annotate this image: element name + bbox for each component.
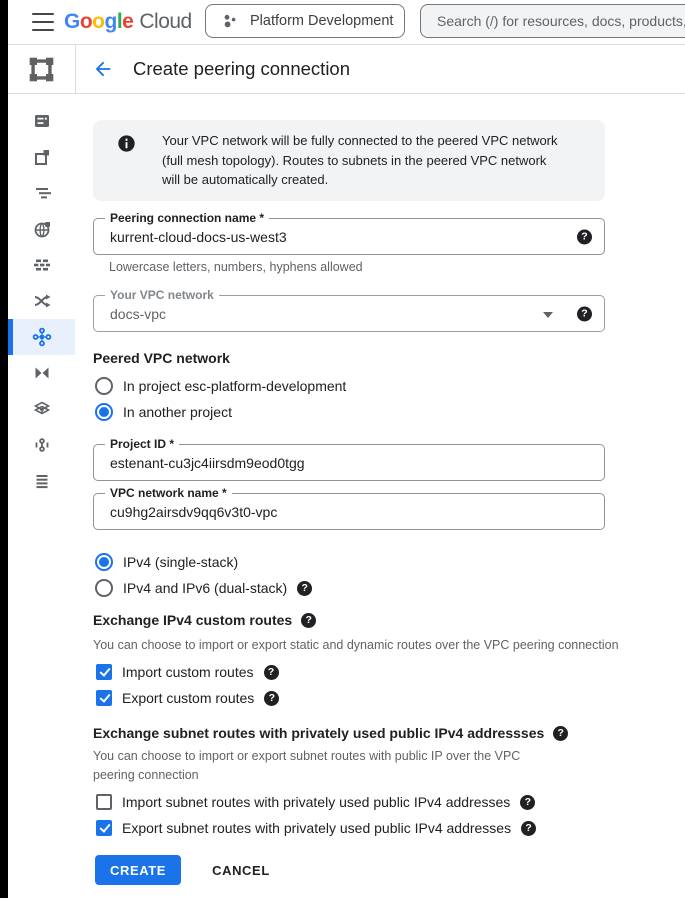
sidebar-item-internet[interactable] (8, 211, 75, 247)
sidebar-item-ip-addresses[interactable] (8, 139, 75, 175)
ip-addresses-icon (32, 147, 52, 167)
help-icon[interactable] (301, 613, 316, 628)
cancel-button[interactable]: CANCEL (206, 862, 276, 879)
shared-vpc-icon (32, 363, 52, 383)
checkbox-import-custom-routes[interactable] (95, 664, 279, 680)
radio-icon[interactable] (95, 553, 113, 571)
sidebar-item-network-legend[interactable] (8, 463, 75, 499)
sidebar-item-shared-vpc[interactable] (8, 355, 75, 391)
window-edge (0, 0, 8, 898)
radio-icon[interactable] (95, 403, 113, 421)
info-banner (93, 120, 605, 201)
active-indicator-bar (8, 319, 13, 355)
peering-name-value: kurrent-cloud-docs-us-west3 (110, 228, 287, 245)
vpc-network-peering-icon (32, 327, 52, 347)
search-bar[interactable] (420, 4, 685, 38)
vpc-network-product-icon (8, 45, 75, 93)
serverless-vpc-access-icon (32, 399, 52, 419)
radio-another-project[interactable] (95, 403, 232, 421)
subnet-routes-heading-text: Exchange subnet routes with privately used public IPv4 addressses (93, 725, 545, 741)
subnet-routes-heading (93, 725, 568, 741)
dropdown-caret-icon[interactable] (543, 312, 553, 318)
checkbox-label: Import subnet routes with privately used public IPv4 addresses (122, 794, 511, 810)
project-icon (220, 11, 240, 31)
checkbox-icon[interactable] (96, 794, 112, 810)
radio-ipv4-single-stack[interactable] (95, 553, 238, 571)
peered-vpc-heading: Peered VPC network (93, 350, 230, 366)
radio-label: In project esc-platform-development (123, 378, 347, 394)
peering-name-label: Peering connection name * (105, 211, 269, 225)
routes-icon (32, 291, 52, 311)
checkbox-icon[interactable] (96, 664, 112, 680)
page-title: Create peering connection (133, 58, 351, 79)
cloud-wordmark: Cloud (139, 10, 192, 33)
page-header (75, 45, 685, 93)
peering-name-field[interactable] (93, 211, 605, 255)
checkbox-icon[interactable] (96, 690, 112, 706)
sidebar-item-vpc-network-peering[interactable] (8, 319, 75, 355)
help-icon[interactable] (297, 581, 312, 596)
internet-globe-icon (32, 219, 52, 239)
bring-your-own-ip-icon (32, 183, 52, 203)
radio-label: IPv4 and IPv6 (dual-stack) (123, 580, 288, 596)
project-name: Platform Development (250, 13, 394, 29)
legend-list-icon (32, 471, 52, 491)
your-vpc-value: docs-vpc (110, 305, 167, 322)
your-vpc-label: Your VPC network (105, 288, 219, 302)
peering-name-helper: Lowercase letters, numbers, hyphens allowed (109, 260, 363, 274)
custom-routes-heading-text: Exchange IPv4 custom routes (93, 612, 293, 628)
radio-label: In another project (123, 404, 232, 420)
sidebar-item-packet-mirroring[interactable] (8, 427, 75, 463)
subnet-routes-description: You can choose to import or export subnet routes with public IP over the VPC peering connection (93, 749, 521, 782)
vpc-network-name-label: VPC network name * (105, 486, 232, 500)
checkbox-export-subnet-routes[interactable] (95, 820, 536, 836)
google-logo-letters: Google (64, 10, 134, 33)
sidebar-item-bring-your-own-ip[interactable] (8, 175, 75, 211)
radio-ipv4-ipv6-dual-stack[interactable] (95, 579, 312, 597)
custom-routes-heading (93, 612, 316, 628)
help-icon[interactable] (264, 665, 279, 680)
project-selector[interactable] (205, 4, 405, 38)
sidebar-item-serverless-vpc-access[interactable] (8, 391, 75, 427)
project-id-value: estenant-cu3jc4iirsdm9eod0tgg (110, 454, 305, 471)
help-icon[interactable] (577, 306, 592, 321)
left-nav-rail (8, 94, 75, 898)
radio-in-project[interactable] (95, 377, 346, 395)
help-icon[interactable] (577, 229, 592, 244)
back-arrow-icon[interactable] (90, 56, 116, 82)
radio-icon[interactable] (95, 377, 113, 395)
search-input[interactable] (435, 12, 685, 30)
radio-label: IPv4 (single-stack) (123, 554, 239, 570)
google-cloud-logo[interactable] (64, 0, 192, 44)
custom-routes-description: You can choose to import or export static and dynamic routes over the VPC peering connection (93, 638, 619, 652)
help-icon[interactable] (521, 821, 536, 836)
vpc-networks-icon (32, 111, 52, 131)
vpc-network-name-value: cu9hg2airsdv9qq6v3t0-vpc (110, 503, 278, 520)
packet-mirroring-icon (32, 435, 52, 455)
project-id-field[interactable] (93, 437, 605, 481)
main-menu-icon[interactable] (24, 11, 62, 33)
checkbox-icon[interactable] (96, 820, 112, 836)
project-id-label: Project ID * (105, 437, 179, 451)
firewall-icon (32, 255, 52, 275)
vpc-network-name-field[interactable] (93, 486, 605, 530)
sidebar-item-routes[interactable] (8, 283, 75, 319)
create-button[interactable]: CREATE (95, 855, 181, 885)
help-icon[interactable] (264, 691, 279, 706)
info-icon (117, 134, 136, 158)
banner-text: Your VPC network will be fully connected to the peered VPC network (full mesh topology). Routes to subnets in the peered VPC network will be automatically created. (162, 133, 558, 187)
radio-icon[interactable] (95, 579, 113, 597)
form-actions (95, 855, 276, 885)
top-bar (8, 0, 685, 44)
checkbox-label: Export subnet routes with privately used public IPv4 addresses (122, 820, 512, 836)
checkbox-label: Import custom routes (122, 664, 254, 680)
help-icon[interactable] (520, 795, 535, 810)
your-vpc-dropdown[interactable] (93, 288, 605, 332)
sidebar-item-firewall[interactable] (8, 247, 75, 283)
checkbox-label: Export custom routes (122, 690, 255, 706)
checkbox-export-custom-routes[interactable] (95, 690, 279, 706)
checkbox-import-subnet-routes[interactable] (95, 794, 535, 810)
sidebar-item-vpc-networks[interactable] (8, 103, 75, 139)
help-icon[interactable] (553, 726, 568, 741)
create-peering-form (75, 94, 685, 898)
